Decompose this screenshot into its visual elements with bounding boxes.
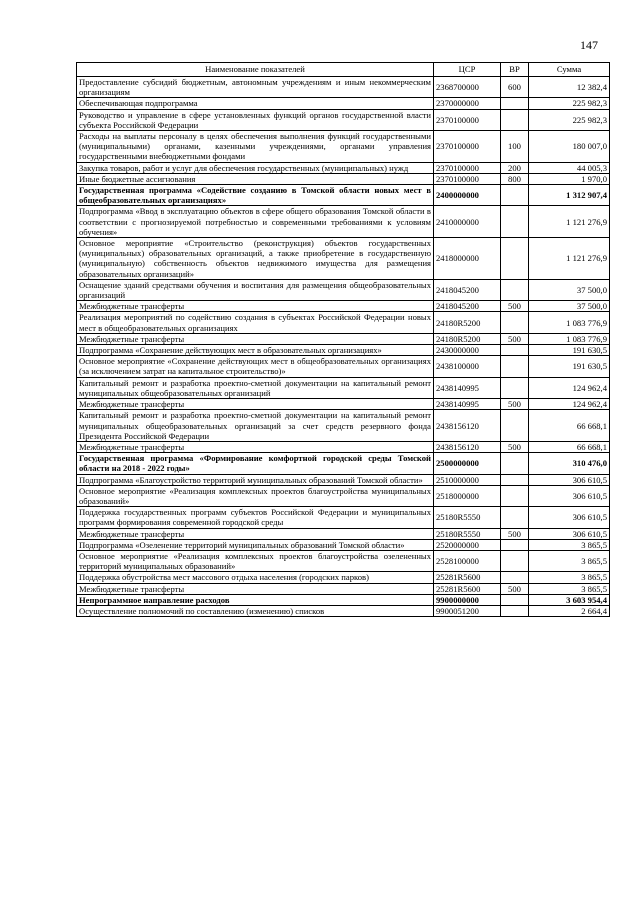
row-vr: [501, 109, 529, 130]
header-vr: ВР: [501, 63, 529, 77]
row-csr: 2438100000: [434, 356, 501, 377]
row-name: Поддержка государственных программ субъектов Российской Федерации и муниципальных программ формирования современной городской среды: [77, 507, 434, 528]
row-sum: 66 668,1: [529, 441, 610, 452]
row-csr: 2410000000: [434, 206, 501, 238]
header-sum: Сумма: [529, 63, 610, 77]
row-name: Осуществление полномочий по составлению (изменению) списков: [77, 605, 434, 616]
row-sum: 1 083 776,9: [529, 333, 610, 344]
table-row: [77, 312, 610, 333]
table-row: [77, 238, 610, 280]
row-vr: [501, 98, 529, 109]
row-sum: 3 865,5: [529, 539, 610, 550]
row-vr: [501, 594, 529, 605]
row-csr: 2500000000: [434, 453, 501, 474]
row-name: Основное мероприятие «Реализация комплексных проектов благоустройства муниципальных образований»: [77, 485, 434, 506]
row-name: Расходы на выплаты персоналу в целях обеспечения выполнения функций государственными (муниципальными) органами, казенными учреждениями, органами управления государственными внебюджетными фондами: [77, 131, 434, 163]
row-vr: [501, 206, 529, 238]
row-csr: 2400000000: [434, 185, 501, 206]
header-csr: ЦСР: [434, 63, 501, 77]
row-sum: 3 865,5: [529, 550, 610, 571]
row-name: Основное мероприятие «Реализация комплексных проектов благоустройства озелененных территорий муниципальных образований»: [77, 550, 434, 571]
row-csr: 2370100000: [434, 131, 501, 163]
table-row: [77, 539, 610, 550]
table-row: [77, 572, 610, 583]
table-row: [77, 605, 610, 616]
row-csr: 2370100000: [434, 162, 501, 173]
row-sum: 12 382,4: [529, 77, 610, 98]
table-row: [77, 474, 610, 485]
table-row: [77, 550, 610, 571]
row-vr: [501, 572, 529, 583]
row-vr: 100: [501, 131, 529, 163]
row-csr: 2370100000: [434, 109, 501, 130]
table-row: [77, 377, 610, 398]
row-vr: [501, 356, 529, 377]
table-row: [77, 507, 610, 528]
row-sum: 191 630,5: [529, 345, 610, 356]
row-csr: 24180R5200: [434, 312, 501, 333]
row-csr: 2510000000: [434, 474, 501, 485]
row-vr: 500: [501, 333, 529, 344]
row-vr: 500: [501, 583, 529, 594]
row-name: Подпрограмма «Ввод в эксплуатацию объектов в сфере общего образования Томской области в соответствии с прогнозируемой потребностью и современными требованиями к условиям обучения»: [77, 206, 434, 238]
row-csr: 25281R5600: [434, 572, 501, 583]
row-vr: 600: [501, 77, 529, 98]
row-name: Подпрограмма «Сохранение действующих мест в образовательных организациях»: [77, 345, 434, 356]
table-row: [77, 77, 610, 98]
row-name: Капитальный ремонт и разработка проектно-сметной документации на капитальный ремонт муниципальных общеобразовательных организаций за счет средств резервного фонда Президента Российской Федерации: [77, 410, 434, 442]
row-name: Обеспечивающая подпрограмма: [77, 98, 434, 109]
table-row: [77, 173, 610, 184]
row-vr: [501, 312, 529, 333]
row-name: Подпрограмма «Благоустройство территорий муниципальных образований Томской области»: [77, 474, 434, 485]
row-sum: 1 970,0: [529, 173, 610, 184]
row-sum: 191 630,5: [529, 356, 610, 377]
row-csr: 24180R5200: [434, 333, 501, 344]
table-row: [77, 441, 610, 452]
row-csr: 2438156120: [434, 441, 501, 452]
table-row: [77, 399, 610, 410]
table-row: [77, 279, 610, 300]
row-name: Оснащение зданий средствами обучения и воспитания для размещения общеобразовательных организаций: [77, 279, 434, 300]
row-sum: 44 005,3: [529, 162, 610, 173]
row-sum: 310 476,0: [529, 453, 610, 474]
row-name: Предоставление субсидий бюджетным, автономным учреждениям и иным некоммерческим организациям: [77, 77, 434, 98]
table-row: [77, 162, 610, 173]
row-name: Непрограммное направление расходов: [77, 594, 434, 605]
row-name: Поддержка обустройства мест массового отдыха населения (городских парков): [77, 572, 434, 583]
row-csr: 2438156120: [434, 410, 501, 442]
budget-table: [76, 62, 610, 617]
row-sum: 3 865,5: [529, 583, 610, 594]
row-vr: 500: [501, 301, 529, 312]
row-vr: [501, 279, 529, 300]
row-csr: 9900000000: [434, 594, 501, 605]
row-vr: [501, 605, 529, 616]
row-vr: 500: [501, 441, 529, 452]
row-name: Иные бюджетные ассигнования: [77, 173, 434, 184]
row-sum: 225 982,3: [529, 109, 610, 130]
row-sum: 306 610,5: [529, 474, 610, 485]
row-vr: [501, 410, 529, 442]
row-name: Межбюджетные трансферты: [77, 399, 434, 410]
row-vr: 800: [501, 173, 529, 184]
row-vr: [501, 453, 529, 474]
row-sum: 180 007,0: [529, 131, 610, 163]
table-row: [77, 333, 610, 344]
row-sum: 124 962,4: [529, 399, 610, 410]
row-sum: 124 962,4: [529, 377, 610, 398]
row-name: Межбюджетные трансферты: [77, 441, 434, 452]
row-sum: 37 500,0: [529, 279, 610, 300]
row-csr: 2368700000: [434, 77, 501, 98]
table-row: [77, 301, 610, 312]
table-row: [77, 109, 610, 130]
row-vr: [501, 345, 529, 356]
row-name: Межбюджетные трансферты: [77, 528, 434, 539]
row-name: Подпрограмма «Озеленение территорий муниципальных образований Томской области»: [77, 539, 434, 550]
row-sum: 1 312 907,4: [529, 185, 610, 206]
page-number: 147: [580, 38, 598, 52]
row-vr: 500: [501, 399, 529, 410]
row-csr: 25180R5550: [434, 528, 501, 539]
row-name: Закупка товаров, работ и услуг для обеспечения государственных (муниципальных) нужд: [77, 162, 434, 173]
row-csr: 2418045200: [434, 279, 501, 300]
row-name: Государственная программа «Содействие созданию в Томской области новых мест в общеобразовательных организациях»: [77, 185, 434, 206]
row-vr: [501, 485, 529, 506]
table-row: [77, 206, 610, 238]
row-name: Государственная программа «Формирование комфортной городской среды Томской области на 2018 - 2022 годы»: [77, 453, 434, 474]
row-csr: 2438140995: [434, 399, 501, 410]
row-vr: 500: [501, 528, 529, 539]
table-row: [77, 594, 610, 605]
row-sum: 225 982,3: [529, 98, 610, 109]
row-csr: 25281R5600: [434, 583, 501, 594]
row-sum: 37 500,0: [529, 301, 610, 312]
row-sum: 3 603 954,4: [529, 594, 610, 605]
row-vr: [501, 377, 529, 398]
row-sum: 306 610,5: [529, 528, 610, 539]
table-row: [77, 131, 610, 163]
row-csr: 2520000000: [434, 539, 501, 550]
header-name: Наименование показателей: [77, 63, 434, 77]
row-sum: 1 083 776,9: [529, 312, 610, 333]
row-sum: 1 121 276,9: [529, 238, 610, 280]
row-vr: [501, 507, 529, 528]
row-vr: [501, 550, 529, 571]
row-name: Основное мероприятие «Строительство (реконструкция) объектов государственных (муниципальных) образовательных организаций, а также приобретение в государственную (муниципальную) собственность объектов недвижимого имущества для размещения образовательных организаций»: [77, 238, 434, 280]
row-csr: 2528100000: [434, 550, 501, 571]
row-name: Капитальный ремонт и разработка проектно-сметной документации на капитальный ремонт муниципальных общеобразовательных организаций: [77, 377, 434, 398]
row-name: Руководство и управление в сфере установленных функций органов государственной власти субъекта Российской Федерации: [77, 109, 434, 130]
row-name: Реализация мероприятий по содействию создания в субъектах Российской Федерации новых мест в общеобразовательных организациях: [77, 312, 434, 333]
row-csr: 2438140995: [434, 377, 501, 398]
row-sum: 306 610,5: [529, 485, 610, 506]
table-row: [77, 185, 610, 206]
row-csr: 25180R5550: [434, 507, 501, 528]
row-sum: 1 121 276,9: [529, 206, 610, 238]
row-name: Основное мероприятие «Сохранение действующих мест в общеобразовательных организациях (за исключением затрат на капитальное строительство)»: [77, 356, 434, 377]
row-name: Межбюджетные трансферты: [77, 301, 434, 312]
row-sum: 66 668,1: [529, 410, 610, 442]
row-sum: 306 610,5: [529, 507, 610, 528]
row-csr: 2418045200: [434, 301, 501, 312]
row-csr: 2370100000: [434, 173, 501, 184]
table-row: [77, 485, 610, 506]
table-row: [77, 410, 610, 442]
row-sum: 3 865,5: [529, 572, 610, 583]
table-header-row: [77, 63, 610, 77]
row-name: Межбюджетные трансферты: [77, 583, 434, 594]
table-row: [77, 528, 610, 539]
row-vr: [501, 185, 529, 206]
row-vr: 200: [501, 162, 529, 173]
row-sum: 2 664,4: [529, 605, 610, 616]
row-csr: 2518000000: [434, 485, 501, 506]
row-csr: 9900051200: [434, 605, 501, 616]
row-csr: 2430000000: [434, 345, 501, 356]
table-row: [77, 453, 610, 474]
row-csr: 2418000000: [434, 238, 501, 280]
table-row: [77, 356, 610, 377]
table-row: [77, 98, 610, 109]
table-row: [77, 345, 610, 356]
row-vr: [501, 474, 529, 485]
row-csr: 2370000000: [434, 98, 501, 109]
row-vr: [501, 238, 529, 280]
row-name: Межбюджетные трансферты: [77, 333, 434, 344]
table-row: [77, 583, 610, 594]
row-vr: [501, 539, 529, 550]
